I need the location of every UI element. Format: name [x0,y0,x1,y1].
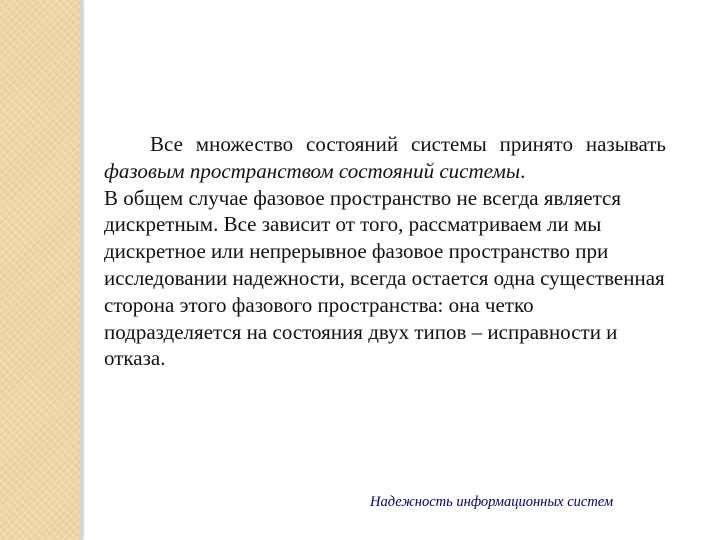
slide-body-text [104,131,666,372]
paragraph-phase-space: В общем случае фазовое пространство не всегда является дискретным. Все зависит от того, рассматриваем ли мы дискретное или непрерывное фазовое пространство при исследовании надежности, всегда остается одна существенная сторона этого фазового пространства: она четко подразделяется на состояния двух типов – исправности и отказа. [104,185,665,371]
decorative-side-strip [0,0,80,540]
side-strip-divider [80,0,83,540]
footer-course-title: Надежность информационных систем [370,494,614,510]
term-phase-space: фазовым пространством состояний системы [104,158,521,183]
paragraph-definition-start: Все множество состояний системы принято называть [150,132,666,156]
paragraph-definition-end: . [520,158,526,183]
paragraph-definition [104,131,666,185]
